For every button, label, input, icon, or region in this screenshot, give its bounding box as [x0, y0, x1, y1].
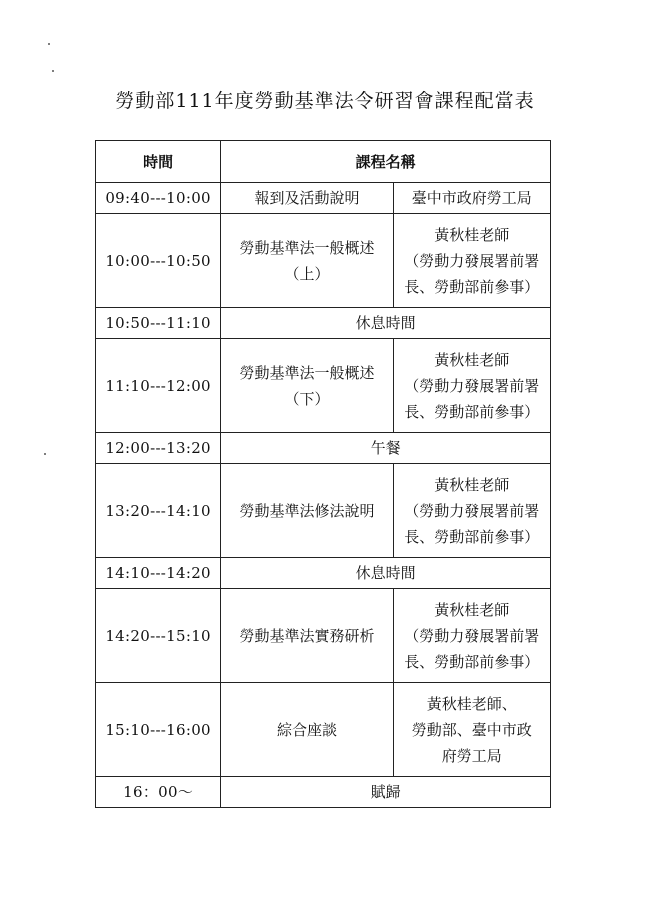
schedule-rows	[96, 183, 551, 808]
speaker-cell-line: 勞動部、臺中市政	[411, 720, 532, 739]
schedule-row	[96, 183, 551, 214]
schedule-row	[96, 683, 551, 777]
speaker-cell	[393, 214, 550, 308]
table-header-row	[96, 141, 551, 183]
course-cell-line: （上）	[284, 264, 330, 283]
course-cell	[221, 464, 393, 558]
speaker-cell-line: 黃秋桂老師、	[426, 694, 517, 713]
schedule-row	[96, 214, 551, 308]
time-cell: 14:10---14:20	[96, 558, 221, 589]
course-cell-line: 勞動基準法一般概述	[239, 238, 375, 257]
time-cell: 11:10---12:00	[96, 339, 221, 433]
speaker-cell	[393, 683, 550, 777]
speaker-cell-line: 府勞工局	[441, 746, 502, 765]
schedule-row	[96, 464, 551, 558]
speaker-cell-line: 長、勞動部前參事）	[404, 402, 540, 421]
schedule-row	[96, 433, 551, 464]
speaker-cell-line: （勞動力發展署前署	[404, 626, 540, 645]
scan-speck	[52, 70, 54, 72]
speaker-cell-line: 長、勞動部前參事）	[404, 277, 540, 296]
time-cell: 13:20---14:10	[96, 464, 221, 558]
scan-speck	[44, 453, 46, 455]
schedule-row	[96, 339, 551, 433]
course-cell-line: 勞動基準法一般概述	[239, 363, 375, 382]
scan-speck	[48, 43, 50, 45]
break-cell: 休息時間	[221, 558, 551, 589]
course-cell-line: 勞動基準法實務研析	[239, 626, 375, 645]
course-cell	[221, 183, 393, 214]
course-cell	[221, 339, 393, 433]
schedule-row	[96, 589, 551, 683]
speaker-cell-line: 臺中市政府勞工局	[411, 189, 532, 207]
time-cell: 10:00---10:50	[96, 214, 221, 308]
course-cell	[221, 683, 393, 777]
time-cell: 15:10---16:00	[96, 683, 221, 777]
page-title: 勞動部111年度勞動基準法令研習會課程配當表	[115, 90, 535, 112]
header-course: 課程名稱	[221, 141, 551, 183]
speaker-cell-line: （勞動力發展署前署	[404, 251, 540, 270]
speaker-cell	[393, 183, 550, 214]
speaker-cell-line: （勞動力發展署前署	[404, 376, 540, 395]
time-cell: 12:00---13:20	[96, 433, 221, 464]
speaker-cell-line: 黃秋桂老師	[434, 350, 510, 369]
time-cell: 16：00～	[96, 777, 221, 808]
speaker-cell	[393, 339, 550, 433]
header-time: 時間	[96, 141, 221, 183]
course-cell-line: 報到及活動說明	[254, 189, 360, 207]
speaker-cell-line: 黃秋桂老師	[434, 225, 510, 244]
schedule-row	[96, 308, 551, 339]
break-cell: 午餐	[221, 433, 551, 464]
time-cell: 10:50---11:10	[96, 308, 221, 339]
speaker-cell-line: 長、勞動部前參事）	[404, 527, 540, 546]
course-cell-line: （下）	[284, 389, 330, 408]
speaker-cell-line: 黃秋桂老師	[434, 600, 510, 619]
speaker-cell	[393, 589, 550, 683]
speaker-cell-line: （勞動力發展署前署	[404, 501, 540, 520]
schedule-row	[96, 558, 551, 589]
course-cell	[221, 214, 393, 308]
break-cell: 休息時間	[221, 308, 551, 339]
course-cell-line: 勞動基準法修法說明	[239, 501, 375, 520]
time-cell: 09:40---10:00	[96, 183, 221, 214]
schedule-table	[95, 140, 551, 808]
break-cell: 賦歸	[221, 777, 551, 808]
speaker-cell	[393, 464, 550, 558]
speaker-cell-line: 長、勞動部前參事）	[404, 652, 540, 671]
course-cell-line: 綜合座談	[276, 720, 337, 739]
time-cell: 14:20---15:10	[96, 589, 221, 683]
speaker-cell-line: 黃秋桂老師	[434, 475, 510, 494]
course-cell	[221, 589, 393, 683]
schedule-row	[96, 777, 551, 808]
